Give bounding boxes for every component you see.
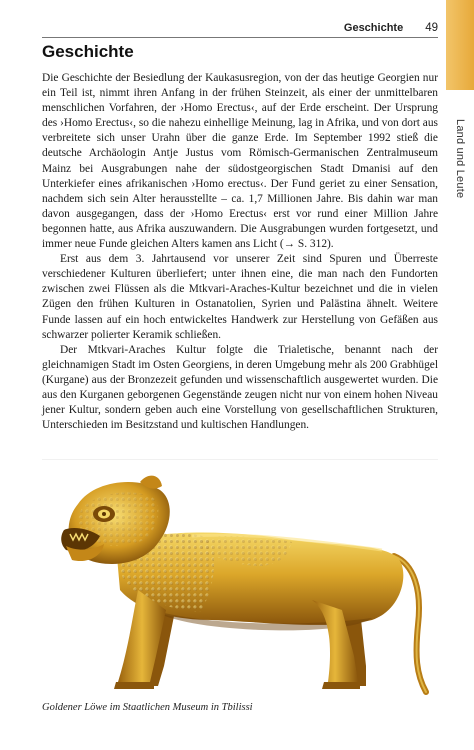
- figure-caption: Goldener Löwe im Staatlichen Museum in Tbilissi: [42, 702, 253, 713]
- page-title: Geschichte: [42, 42, 134, 61]
- paragraph: Erst aus dem 3. Jahrtausend vor unserer Zeit sind Spuren und Überreste verschiedener Kulturen überliefert; unter ihnen eine, die man nach den Fundorten zwischen zwei Flüssen als die Mtkvari-Araches-Kultur bezeichnet und die in vielen Zügen den frühen Kulturen in Ostanatolien, Syrien und Palästina ähnelt. Weitere Funde lassen auf ein hoch entwickeltes Handwerk zur Herstellung von Gefäßen aus schwarzer polierter Keramik schließen.: [42, 253, 438, 341]
- paragraph: Die Geschichte der Besiedlung der Kaukasusregion, von der das heutige Georgien nur ein Teil ist, nimmt ihren Anfang in der frühen Steinzeit, als einer der unmittelbaren menschlichen Vorfahren, der ›Homo Erectus‹, auf der Erde erscheint. Der Ursprung des ›Homo Erectus‹, so die nahezu einhellige Meinung, lag in Afrika, und von dort aus verbreitete sich unser Urahn über die ganze Erde. Im September 1992 stieß die deutsche Archäologin Antje Justus vom Römisch-Germanischen Zentralmuseum Mainz bei Ausgrabungen nahe der südostgeorgischen Stadt Dmanisi auf den Unterkiefer eines afrikanischen ›Homo erectus‹. Der Fund geriet zu einer Sensation, nachdem sich sein Alter herausstellte – ca. 1,7 Millionen Jahre. Bis dahin war man davon ausgegangen, dass der ›Homo Erectus‹ erst vor rund einer Million Jahre begonnen hatte, aus Afrika auszuwandern. Die Ausgrabungen wurden fortgesetzt, und immer neue Funde gleichen Alters kamen ans Licht (→ S. 312).: [42, 72, 438, 251]
- header-rule: [42, 37, 438, 38]
- paragraph: Der Mtkvari-Araches Kultur folgte die Trialetische, benannt nach der gleichnamigen Stadt im Osten Georgiens, in deren Umgebung mehr als 200 Grabhügel (Kurgane) aus der Bronzezeit gefunden und wissenschaftlich ausgewertet wurden. Die aus den Kurganen geborgenen Gegenstände zeugen nicht nur von einem hohen Niveau jener Kultur, sondern geben auch eine Vorstellung von gesellschaftlichen Strukturen, Unterschieden im Besitzstand und kultischen Handlungen.: [42, 343, 438, 432]
- golden-lion-photo: [42, 459, 438, 697]
- chapter-tab-label: Land und Leute: [454, 119, 466, 199]
- body-text: [42, 71, 438, 433]
- golden-lion-figurine: [42, 460, 438, 697]
- page-number: 49: [425, 22, 438, 34]
- running-head: [42, 22, 438, 34]
- running-head-section: Geschichte: [343, 22, 404, 34]
- chapter-tab-marker: [446, 0, 474, 90]
